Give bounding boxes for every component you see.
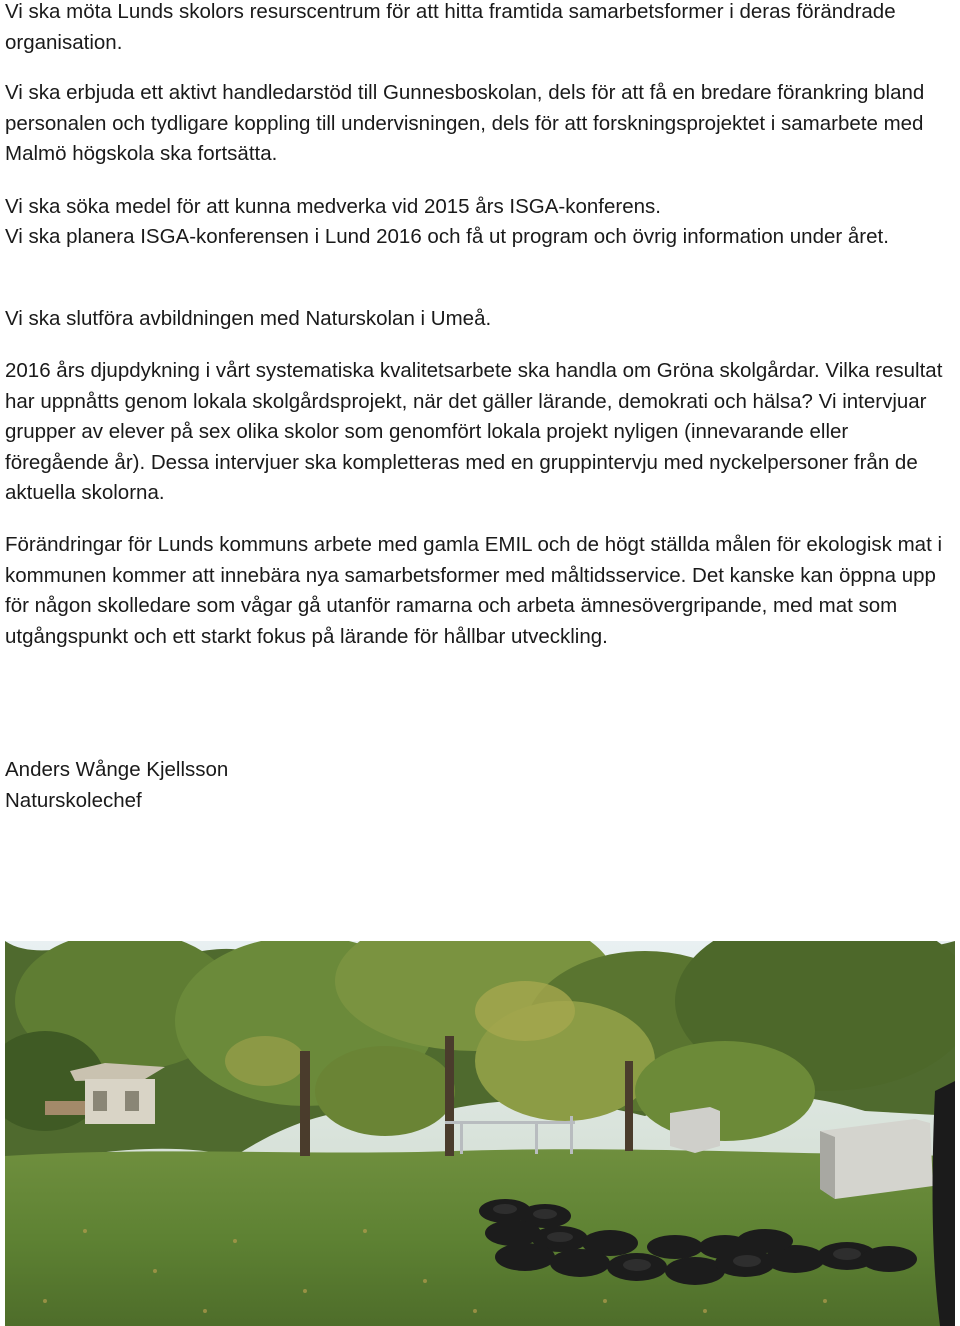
paragraph-forandringar: Förändringar för Lunds kommuns arbete med gamla EMIL och de högt ställda målen för ekologisk mat i kommunen kommer att innebära nya samarbetsformer med måltidsservice. Det kanske kan öppna upp för någon skolledare som vågar gå utanför ramarna och arbeta ämnesövergripande, med mat som utgångspunkt och ett starkt fokus på lärande för hållbar utveckling. [5, 533, 943, 648]
signature-block [5, 755, 228, 816]
signature-name: Anders Wånge Kjellsson [5, 758, 229, 781]
paragraph-gunnesboskolan: Vi ska erbjuda ett aktivt handledarstöd till Gunnesboskolan, dels för att få en bredare förankring bland personalen och tydligare koppling till undervisningen, dels för att forskningsprojektet i samarbete med Malmö högskola ska fortsätta. [5, 81, 925, 165]
paragraph-isga-2015: Vi ska söka medel för att kunna medverka vid 2015 års ISGA-konferens. [5, 195, 661, 218]
paragraph-umea: Vi ska slutföra avbildningen med Naturskolan i Umeå. [5, 307, 492, 330]
paragraph-djupdykning: 2016 års djupdykning i vårt systematiska kvalitetsarbete ska handla om Gröna skolgårdar. Vilka resultat har uppnåtts genom lokala skolgårdsprojekt, när det gäller lärande, demokrati och hälsa? Vi intervjuar grupper av elever på sex olika skolor som genomfört lokala projekt nyligen (innevarande eller föregående år). Dessa intervjuer ska kompletteras med en gruppintervju med nyckelpersoner från de aktuella skolorna. [5, 359, 943, 504]
schoolyard-photo [5, 941, 955, 1326]
paragraph-isga-2016: Vi ska planera ISGA-konferensen i Lund 2016 och få ut program och övrig information under året. [5, 225, 889, 248]
paragraph-resurscentrum: Vi ska möta Lunds skolors resurscentrum för att hitta framtida samarbetsformer i deras förändrade organisation. [5, 0, 896, 54]
signature-title: Naturskolechef [5, 788, 142, 812]
